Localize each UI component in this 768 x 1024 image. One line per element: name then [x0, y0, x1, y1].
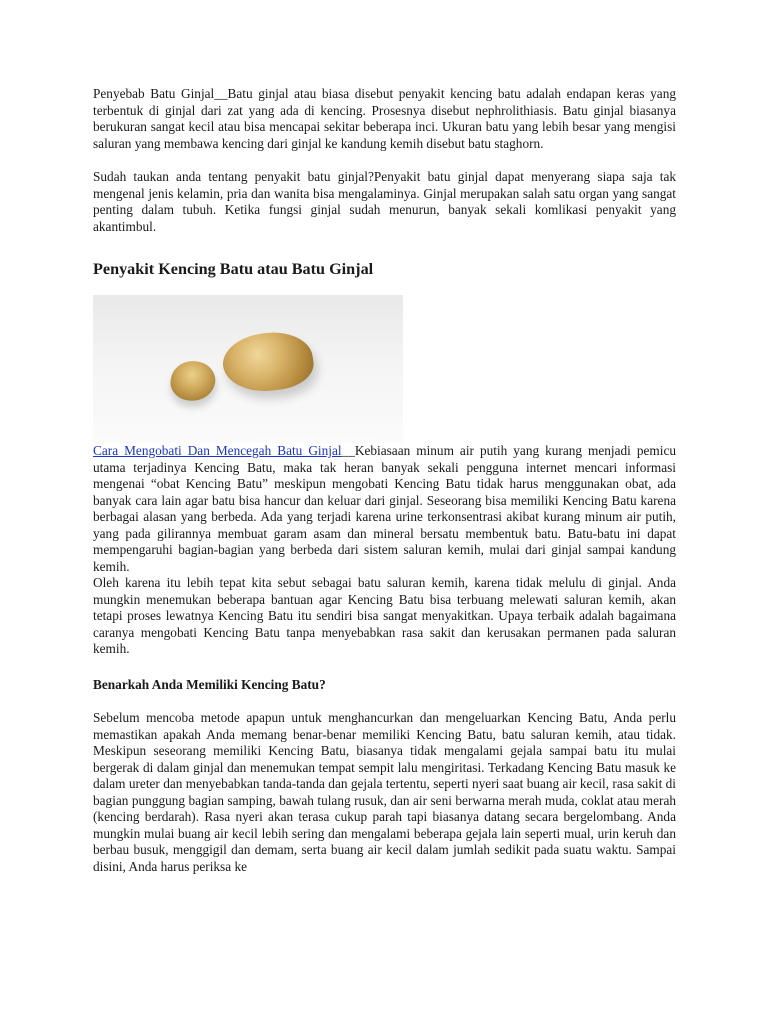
- section1-paragraph-1-text: __Kebiasaan minum air putih yang kurang menjadi pemicu utama terjadinya Kencing Batu, maka tak heran banyak sekali pengguna internet mencari informasi mengenai “obat Kencing Batu” meskipun mengobati Kencing Batu tidak harus menggunakan obat, ada banyak cara lain agar batu bisa hancur dan keluar dari ginjal. Seseorang bisa memiliki Kencing Batu karena berbagai alasan yang berbeda. Ada yang terjadi karena urine terkonsentrasi akibat kurang minum air putih, yang pada gilirannya membuat garam asam dan mineral bersatu membentuk batu. Batu-batu ini dapat mempengaruhi bagian-bagian yang berbeda dari sistem saluran kemih, mulai dari ginjal sampai kandung kemih.: [93, 443, 676, 574]
- section1-paragraph-2: Oleh karena itu lebih tepat kita sebut sebagai batu saluran kemih, karena tidak melulu di ginjal. Anda mungkin menemukan beberapa bantuan agar Kencing Batu bisa terbuang melewati saluran kemih, akan tetapi proses lewatnya Kencing Batu itu sendiri bisa sangat menyakitkan. Upaya terbaik adalah bagaimana caranya mengobati Kencing Batu tanpa menyebabkan rasa sakit dan kerusakan permanen pada saluran kemih.: [93, 575, 676, 656]
- document-page: [93, 86, 676, 875]
- section-heading-benarkah: Benarkah Anda Memiliki Kencing Batu?: [93, 676, 326, 692]
- intro-paragraph-1: Penyebab Batu Ginjal__Batu ginjal atau biasa disebut penyakit kencing batu adalah endapan keras yang terbentuk di ginjal dari zat yang ada di kencing. Prosesnya disebut nephrolithiasis. Batu ginjal biasanya berukuran sangat kecil atau bisa mencapai sekitar beberapa inci. Ukuran batu yang lebih besar yang mengisi saluran yang membawa kencing dari ginjal ke kandung kemih disebut batu staghorn.: [93, 86, 676, 151]
- spacer: [93, 152, 676, 169]
- section2-paragraph-1: Sebelum mencoba metode apapun untuk menghancurkan dan mengeluarkan Kencing Batu, Anda perlu memastikan apakah Anda memang benar-benar memiliki Kencing Batu, batu saluran kemih, atau tidak. Meskipun seseorang memiliki Kencing Batu, biasanya tidak mengalami gejala sampai batu itu mulai bergerak di dalam ginjal dan menemukan tempat sempit lalu mengiritasi. Terkadang Kencing Batu masuk ke dalam ureter dan menyebabkan tanda-tanda dan gejala tertentu, seperti nyeri saat buang air kecil, rasa sakit di bagian punggung bagian samping, bawah tulang rusuk, dan air seni berwarna merah muda, coklat atau merah (kencing berdarah). Rasa nyeri akan terasa cukup parah tapi biasanya datang secara bergelombang. Anda mungkin mulai buang air kecil lebih sering dan mengalami beberapa gejala lain seperti mual, urin keruh dan berbau busuk, menggigil dan demam, serta buang air kecil dalam jumlah sedikit pada suatu waktu. Sampai disini, Anda harus periksa ke: [93, 710, 676, 874]
- small-kidney-stone: [167, 357, 218, 405]
- intro-paragraph-2: Sudah taukan anda tentang penyakit batu ginjal?Penyakit batu ginjal dapat menyerang siapa saja tak mengenal jenis kelamin, pria dan wanita bisa mengalaminya. Ginjal merupakan salah satu organ yang sangat penting dalam tubuh. Ketika fungsi ginjal sudah menurun, banyak sekali komlikasi penyakit yang akantimbul.: [93, 169, 676, 234]
- article-link[interactable]: Cara Mengobati Dan Mencegah Batu Ginjal: [93, 443, 342, 458]
- spacer: [93, 235, 676, 259]
- kidney-stone-photo: [93, 295, 403, 443]
- spacer: [93, 279, 676, 295]
- spacer: [93, 658, 676, 677]
- section1-paragraph-1: [93, 443, 676, 575]
- spacer: [93, 693, 676, 710]
- large-kidney-stone: [219, 327, 316, 397]
- section-heading-kencing-batu: Penyakit Kencing Batu atau Batu Ginjal: [93, 260, 374, 278]
